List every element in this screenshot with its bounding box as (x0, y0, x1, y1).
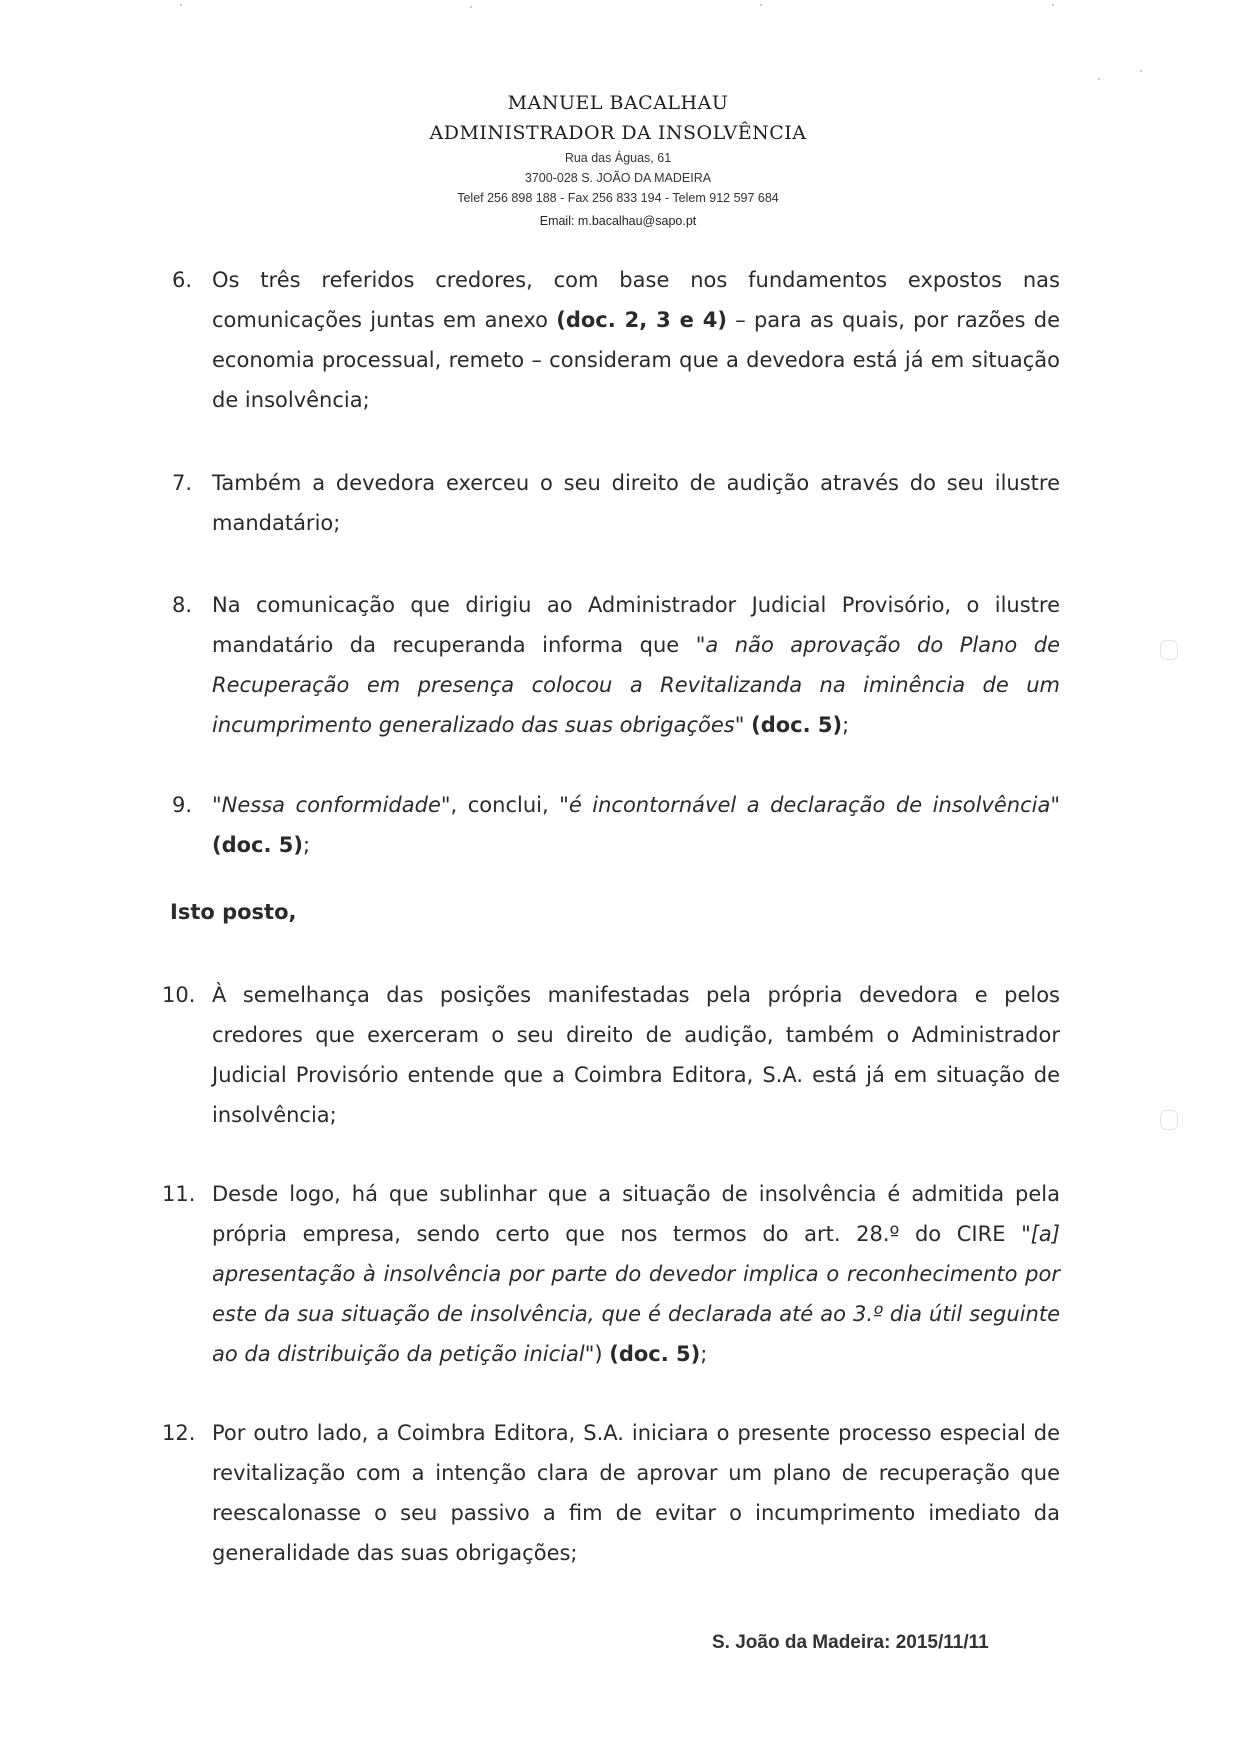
paragraph-text: Na comunicação que dirigiu ao Administrador Judicial Provisório, o ilustre mandatário da recuperanda informa que " (212, 593, 1060, 657)
paragraph-7 (172, 463, 1060, 543)
paragraph-text: ") (584, 1342, 610, 1366)
letterhead-street: Rua das Águas, 61 (564, 151, 672, 165)
paragraph-10 (162, 975, 1060, 1135)
paragraph-number: 9. (172, 793, 193, 817)
paragraph-11 (162, 1174, 1060, 1374)
scan-speck (1140, 70, 1142, 72)
paragraph-12 (162, 1413, 1060, 1573)
paragraph-text: ; (303, 833, 311, 857)
document-reference: (doc. 5) (751, 713, 843, 737)
scan-speck (1098, 78, 1100, 80)
paragraph-number: 7. (172, 471, 193, 495)
paragraph-number: 12. (162, 1421, 196, 1445)
paragraph-text: – para as quais, por razões de economia processual, remeto – consideram que a devedora está já em situação de insolvência; (212, 308, 1060, 412)
scan-mark (1160, 1110, 1178, 1130)
letterhead-title: ADMINISTRADOR DA INSOLVÊNCIA (429, 122, 807, 144)
scan-mark (1160, 640, 1178, 660)
paragraph-text: Desde logo, há que sublinhar que a situação de insolvência é admitida pela própria empresa, sendo certo que nos termos do art. 28.º do CIRE " (212, 1182, 1060, 1246)
letterhead-name: MANUEL BACALHAU (507, 92, 729, 114)
quoted-text: "Nessa conformidade" (212, 793, 451, 817)
scan-speck (1052, 4, 1054, 6)
document-reference: (doc. 2, 3 e 4) (556, 308, 727, 332)
paragraph-text: " (734, 713, 752, 737)
quoted-text: a não aprovação do Plano de Recuperação em presença colocou a Revitalizanda na iminência de um incumprimento generalizado das suas obrigações (212, 633, 1061, 737)
quoted-text: "é incontornável a declaração de insolvência" (559, 793, 1060, 817)
paragraph-text: À semelhança das posições manifestadas pela própria devedora e pelos credores que exerceram o seu direito de audição, também o Administrador Judicial Provisório entende que a Coimbra Editora, S.A. está já em situação de insolvência; (212, 983, 1060, 1127)
paragraph-text: , conclui, (450, 793, 560, 817)
paragraph-text: Os três referidos credores, com base nos fundamentos expostos nas comunicações juntas em anexo (212, 268, 1060, 332)
paragraph-number: 6. (172, 268, 193, 292)
document-reference: (doc. 5) (212, 833, 304, 857)
paragraph-number: 10. (162, 983, 196, 1007)
paragraph-text: ; (700, 1342, 708, 1366)
paragraph-number: 11. (162, 1182, 196, 1206)
scan-speck (180, 4, 182, 6)
paragraph-text: ; (842, 713, 850, 737)
letterhead (0, 88, 1236, 234)
quoted-text: [a] apresentação à insolvência por parte do devedor implica o reconhecimento por este da sua situação de insolvência, que é declarada até ao 3.º dia útil seguinte ao da distribuição da petição inicial (212, 1222, 1060, 1366)
letterhead-email: Email: m.bacalhau@sapo.pt (539, 214, 697, 228)
letterhead-city: 3700-028 S. JOÃO DA MADEIRA (524, 171, 712, 185)
paragraph-text: Por outro lado, a Coimbra Editora, S.A. iniciara o presente processo especial de revitalização com a intenção clara de aprovar um plano de recuperação que reescalonasse o seu passivo a fim de evitar o incumprimento imediato da generalidade das suas obrigações; (212, 1421, 1060, 1565)
scan-speck (760, 4, 762, 6)
paragraph-text: Também a devedora exerceu o seu direito de audição através do seu ilustre mandatário; (212, 471, 1060, 535)
paragraph-6 (172, 260, 1060, 420)
document-reference: (doc. 5) (609, 1342, 701, 1366)
paragraph-9 (172, 785, 1060, 865)
scan-speck (470, 6, 472, 8)
footer-place-date: S. João da Madeira: 2015/11/11 (712, 1632, 989, 1653)
letterhead-phones: Telef 256 898 188 - Fax 256 833 194 - Telem 912 597 684 (457, 191, 779, 205)
paragraph-8 (172, 585, 1061, 745)
paragraph-number: 8. (172, 593, 193, 617)
section-heading: Isto posto, (170, 900, 297, 924)
